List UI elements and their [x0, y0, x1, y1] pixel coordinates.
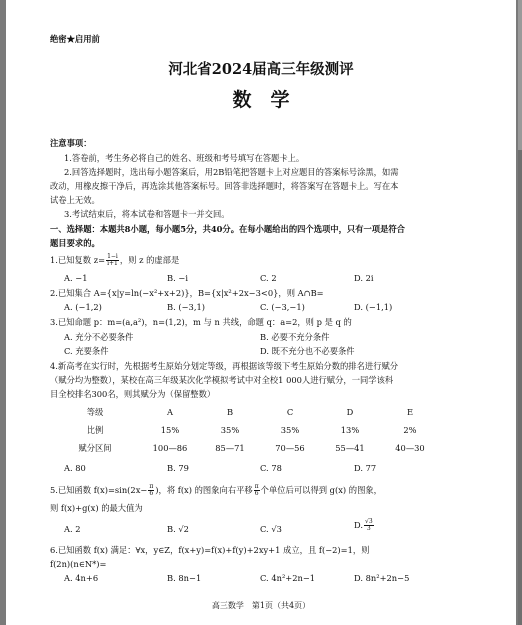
question-5-line-2: 则 f(x)+g(x) 的最大值为 — [50, 503, 143, 513]
q4-option-c: C. 78 — [260, 463, 282, 473]
section-heading-line-1: 一、选择题：本题共8小题，每小题5分，共40分。在每小题给出的四个选项中，只有一项是符合 — [50, 224, 405, 234]
q5-option-d: D. $\frac{√3}{3}$ — [354, 518, 373, 532]
note-2-line-2: 改动，用橡皮擦干净后，再选涂其他答案标号。回答非选择题时，将答案写在答题卡上。写在本 — [50, 181, 399, 191]
table-row: 比例 15% 35% 35% 13% 2% — [86, 425, 417, 435]
question-4-line-2: （赋分均为整数），某校在高三年级某次化学模拟考试中对全校1 000人进行赋分，一同学该科 — [50, 375, 394, 385]
subject-title: 数 学 — [232, 89, 290, 111]
note-3: 3.考试结束后，将本试卷和答题卡一并交回。 — [64, 209, 230, 219]
confidential-label: 绝密★启用前 — [50, 34, 100, 44]
note-2-line-1: 2.回答选择题时，选出每小题答案后，用2B铅笔把答题卡上对应题目的答案标号涂黑，如需 — [64, 167, 399, 177]
fraction: $\frac{\pi}{6}$ — [149, 483, 154, 497]
q4-option-b: B. 79 — [167, 463, 189, 473]
question-1-stem: 1.已知复数 z= $\frac{1-i}{i+1}$ ，则 z 的虚部是 — [50, 253, 180, 267]
q1-option-a: A. −1 — [64, 273, 88, 283]
q3-option-b: B. 必要不充分条件 — [260, 332, 330, 342]
q2-option-a: A. (−1,2) — [64, 302, 102, 312]
table-row: 等级 A B C D E — [86, 407, 414, 417]
table-row: 赋分区间 100—86 85—71 70—56 55—41 40—30 — [78, 443, 425, 453]
page-footer: 高三数学 第1页（共4页） — [211, 601, 311, 610]
q6-option-b: B. 8n−1 — [167, 573, 202, 583]
q2-option-c: C. (−3,−1) — [260, 302, 305, 312]
q5-option-b: B. √2 — [167, 524, 189, 534]
q6-option-d: D. 8n²+2n−5 — [354, 573, 410, 583]
q4-option-a: A. 80 — [64, 463, 86, 473]
exam-title: 河北省2024届高三年级测评 — [168, 61, 354, 78]
q1-option-b: B. −i — [167, 273, 188, 283]
q5-option-c: C. √3 — [260, 524, 282, 534]
scrollbar-thumb[interactable] — [518, 0, 522, 150]
q1-option-c: C. 2 — [260, 273, 277, 283]
question-4-line-3: 目全校排名300名，则其赋分为（保留整数） — [50, 389, 216, 399]
q2-option-d: D. (−1,1) — [354, 302, 393, 312]
note-2-line-3: 试卷上无效。 — [50, 195, 100, 205]
section-heading-line-2: 题目要求的。 — [50, 238, 100, 248]
fraction: $\frac{1-i}{i+1}$ — [107, 253, 118, 267]
q4-option-d: D. 77 — [354, 463, 377, 473]
question-2-stem: 2.已知集合 A={x|y=ln(−x²+x+2)}，B={x|x²+2x−3<0}，则 A∩B= — [50, 288, 324, 298]
q6-option-c: C. 4n²+2n−1 — [260, 573, 316, 583]
q2-option-b: B. (−3,1) — [167, 302, 205, 312]
fraction: $\frac{\pi}{6}$ — [254, 483, 259, 497]
question-6-line-1: 6.已知函数 f(x) 满足：∀x，y∈Z，f(x+y)=f(x)+f(y)+2xy+1 成立，且 f(−2)=1，则 — [50, 545, 370, 555]
q1-option-d: D. 2i — [354, 273, 374, 283]
question-3-stem: 3.已知命题 p：m=(a,a²)，n=(1,2)，m 与 n 共线，命题 q：a=2，则 p 是 q 的 — [50, 317, 352, 327]
fraction: $\frac{√3}{3}$ — [365, 518, 373, 532]
q3-option-d: D. 既不充分也不必要条件 — [260, 346, 355, 356]
q6-option-a: A. 4n+6 — [64, 573, 99, 583]
q3-option-a: A. 充分不必要条件 — [64, 332, 134, 342]
question-5-stem: 5.已知函数 f(x)=sin(2x− $\frac{\pi}{6}$ )，将 f(x) 的图象向右平移 $\frac{\pi}{6}$ 个单位后可以得到 g(x) 的图象， — [50, 483, 382, 497]
question-6-line-2: f(2n)(n∈N*)= — [50, 559, 107, 569]
q5-option-a: A. 2 — [64, 524, 81, 534]
notes-heading: 注意事项： — [50, 138, 92, 148]
question-4-line-1: 4.新高考在实行时，先根据考生原始分划定等级，再根据该等级下考生原始分数的排名进行赋分 — [50, 361, 399, 371]
q3-option-c: C. 充要条件 — [64, 346, 109, 356]
exam-page — [6, 0, 516, 625]
note-1: 1.答卷前，考生务必将自己的姓名、班级和考号填写在答题卡上。 — [64, 153, 305, 163]
